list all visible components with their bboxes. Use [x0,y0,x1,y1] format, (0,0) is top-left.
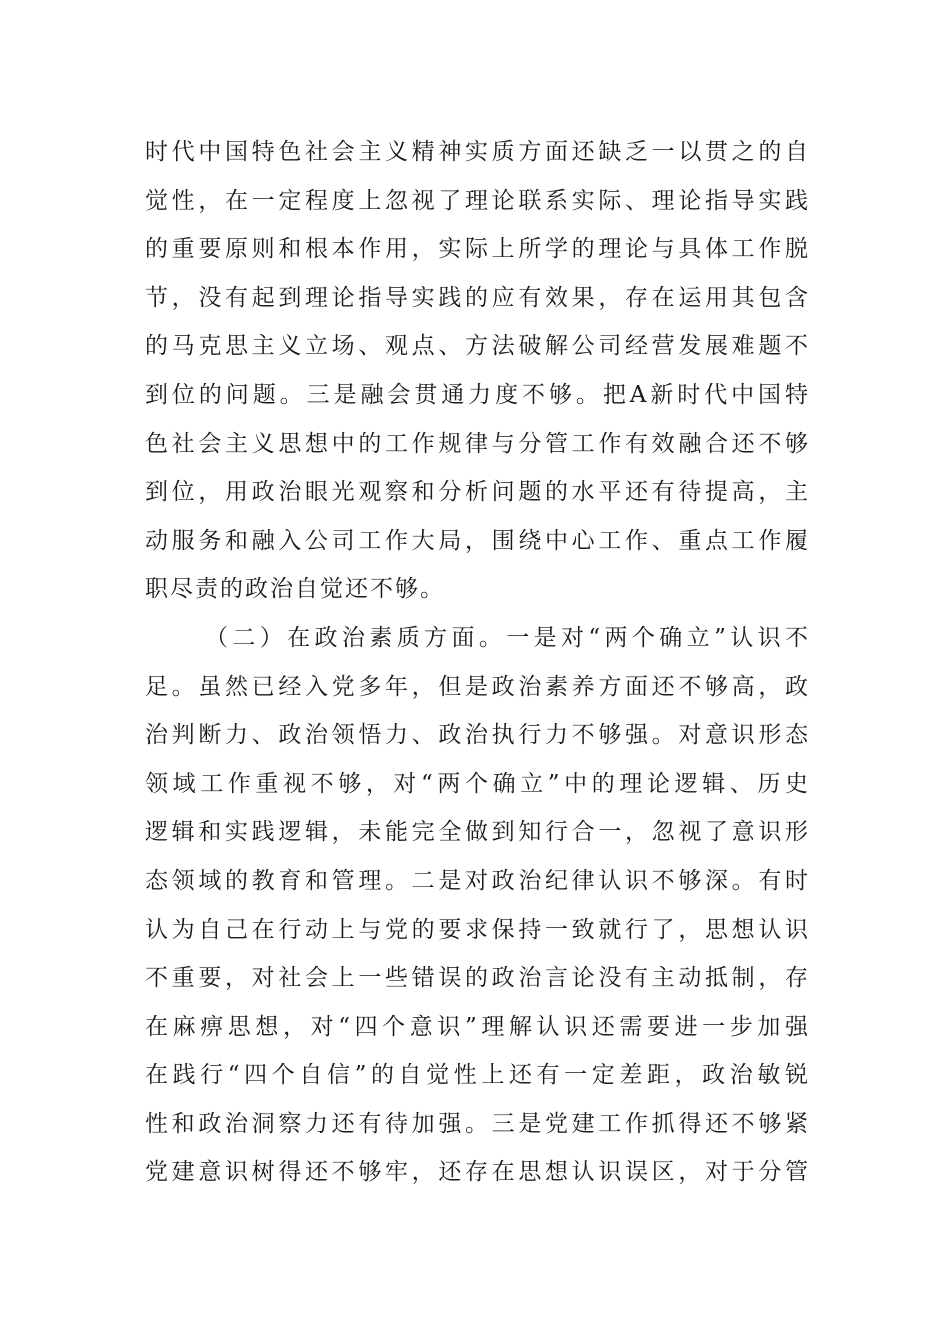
text-line: 时代中国特色社会主义精神实质方面还缺乏一以贯之的自 [145,139,810,165]
text-line: 性和政治洞察力还有待加强。三是党建工作抓得还不够紧 [145,1110,810,1137]
text-line: 态领域的教育和管理。二是对政治纪律认识不够深。有时 [145,867,810,894]
text-line: 觉性，在一定程度上忽视了理论联系实际、理论指导实践 [145,187,810,214]
text-line: 到位，用政治眼光观察和分析问题的水平还有待提高，主 [145,479,810,506]
text-line: 党建意识树得还不够牢，还存在思想认识误区，对于分管 [145,1159,810,1186]
text-line: 色社会主义思想中的工作规律与分管工作有效融合还不够 [145,430,810,457]
text-line: 的重要原则和根本作用，实际上所学的理论与具体工作脱 [145,236,810,263]
text-line: 节，没有起到理论指导实践的应有效果，存在运用其包含 [145,284,810,311]
text-line: 在践行“四个自信”的自觉性上还有一定差距，政治敏锐 [145,1062,810,1089]
text-line: 的马克思主义立场、观点、方法破解公司经营发展难题不 [145,333,810,360]
text-line: 治判断力、政治领悟力、政治执行力不够强。对意识形态 [145,722,810,749]
body-text [145,128,810,1197]
text-line: 在麻痹思想，对“四个意识”理解认识还需要进一步加强 [145,1013,810,1040]
paragraph-end-line: 职尽责的政治自觉还不够。 [145,576,445,603]
text-line: 到位的问题。三是融会贯通力度不够。把A新时代中国特 [145,381,810,408]
text-line: 逻辑和实践逻辑，未能完全做到知行合一，忽视了意识形 [145,819,810,846]
text-line: 认为自己在行动上与党的要求保持一致就行了，思想认识 [145,916,810,943]
text-line: 足。虽然已经入党多年，但是政治素养方面还不够高，政 [145,673,810,700]
text-line: 动服务和融入公司工作大局，围绕中心工作、重点工作履 [145,527,810,554]
section-heading-line: （二）在政治素质方面。一是对“两个确立”认识不 [205,624,810,651]
text-line: 不重要，对社会上一些错误的政治言论没有主动抵制，存 [145,965,810,992]
text-line: 领域工作重视不够，对“两个确立”中的理论逻辑、历史 [145,770,810,797]
